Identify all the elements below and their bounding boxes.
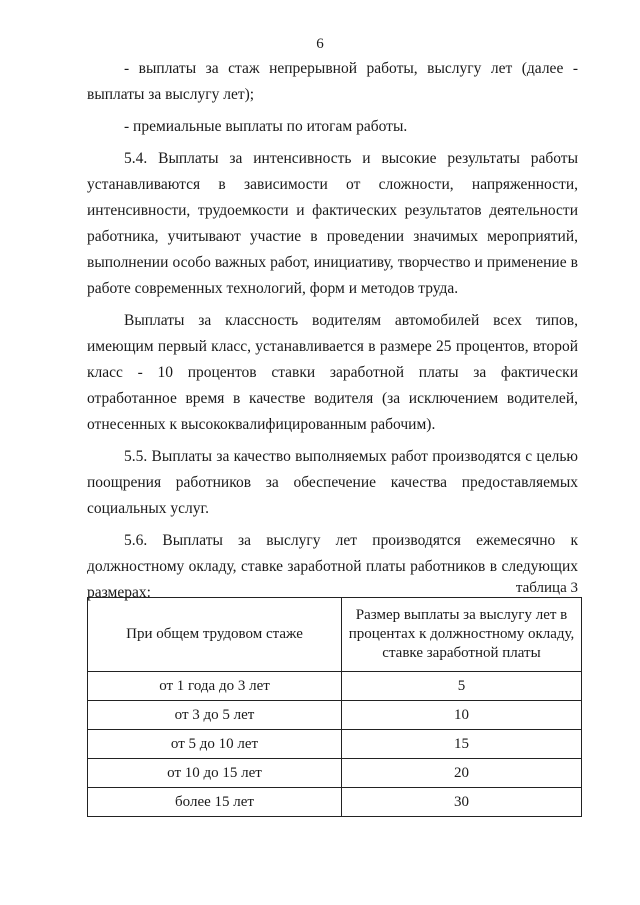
- paragraph-5-5: 5.5. Выплаты за качество выполняемых работ производятся с целью поощрения работников за обеспечение качества предоставляемых социальных услуг.: [87, 448, 578, 517]
- table-row: [88, 759, 582, 788]
- table-cell-period: более 15 лет: [88, 788, 342, 817]
- table-cell-period: от 5 до 10 лет: [88, 730, 342, 759]
- table-cell-period: от 10 до 15 лет: [88, 759, 342, 788]
- table-header-cell: При общем трудовом стаже: [88, 598, 342, 672]
- table-row: [88, 730, 582, 759]
- table-header-row: [88, 598, 582, 672]
- paragraph-bonus-item: - премиальные выплаты по итогам работы.: [124, 118, 408, 135]
- table-cell-period: от 3 до 5 лет: [88, 701, 342, 730]
- seniority-table: [87, 597, 582, 817]
- paragraph-5-4: 5.4. Выплаты за интенсивность и высокие результаты работы устанавливаются в зависимости от сложности, напряженности, интенсивности, трудоемкости и фактических результатов деятельности работника, учитывают участие в проведении значимых мероприятий, выполнении особо важных работ, инициативу, творчество и применение в работе современных технологий, форм и методов труда.: [87, 150, 578, 297]
- table-cell-percent: 15: [342, 730, 582, 759]
- table-cell-period: от 1 года до 3 лет: [88, 672, 342, 701]
- table-cell-percent: 5: [342, 672, 582, 701]
- page-number: 6: [316, 36, 324, 52]
- table-row: [88, 672, 582, 701]
- table-cell-percent: 30: [342, 788, 582, 817]
- table-header-cell: Размер выплаты за выслугу лет в процентах к должностному окладу, ставке заработной платы: [342, 598, 582, 672]
- table-cell-percent: 20: [342, 759, 582, 788]
- table-cell-percent: 10: [342, 701, 582, 730]
- table-row: [88, 701, 582, 730]
- table-caption: таблица 3: [515, 580, 578, 596]
- paragraph-drivers-class: Выплаты за классность водителям автомобилей всех типов, имеющим первый класс, устанавливается в размере 25 процентов, второй класс - 10 процентов ставки заработной платы за фактически отработанное время в качестве водителя (за исключением водителей, отнесенных к высококвалифицированным рабочим).: [87, 312, 578, 433]
- paragraph-seniority-item: - выплаты за стаж непрерывной работы, выслугу лет (далее - выплаты за выслугу лет);: [87, 60, 578, 103]
- table-row: [88, 788, 582, 817]
- document-body: [87, 56, 578, 606]
- paragraph-5-6: 5.6. Выплаты за выслугу лет производятся ежемесячно к должностному окладу, ставке заработной платы работников в следующих размерах:: [87, 532, 578, 601]
